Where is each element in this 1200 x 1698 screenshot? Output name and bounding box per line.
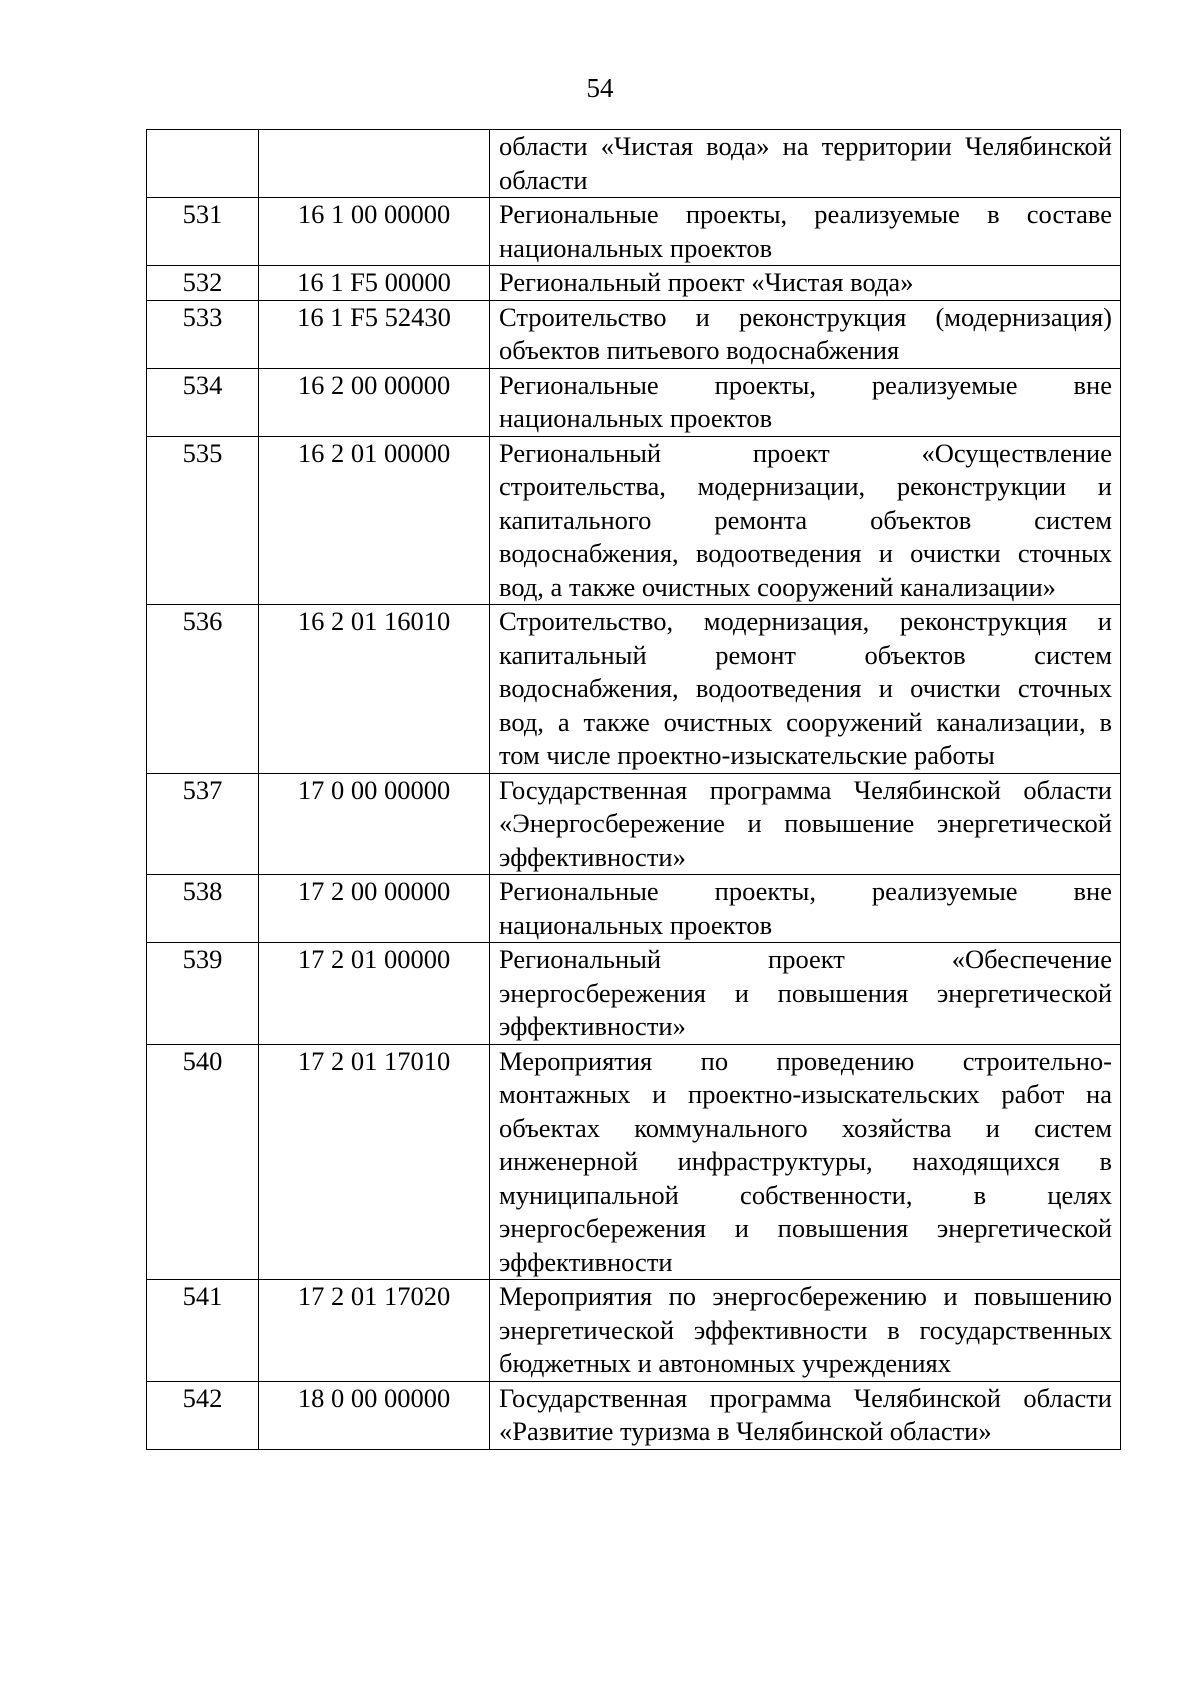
item-name: Государственная программа Челябинской области «Развитие туризма в Челябинской области» (490, 1381, 1121, 1449)
table-row (147, 1280, 1121, 1382)
item-name: Строительство, модернизация, реконструкция и капитальный ремонт объектов систем водоснабжения, водоотведения и очистки сточных вод, а также очистных сооружений канализации, в том числе проектно-изыскательские работы (490, 605, 1121, 774)
table-row (147, 605, 1121, 774)
row-number (147, 130, 259, 198)
item-name: Региональные проекты, реализуемые вне национальных проектов (490, 875, 1121, 943)
table-row (147, 368, 1121, 436)
item-name: Региональные проекты, реализуемые вне национальных проектов (490, 368, 1121, 436)
page-number: 54 (586, 73, 614, 103)
row-number: 533 (147, 300, 259, 368)
item-name: Региональный проект «Осуществление строительства, модернизации, реконструкции и капитального ремонта объектов систем водоснабжения, водоотведения и очистки сточных вод, а также очистных сооружений канализации» (490, 436, 1121, 605)
row-number: 539 (147, 943, 259, 1045)
target-code: 17 2 00 00000 (259, 875, 490, 943)
item-name: Региональный проект «Обеспечение энергосбережения и повышения энергетической эффективности» (490, 943, 1121, 1045)
row-number: 537 (147, 773, 259, 875)
table-row (147, 436, 1121, 605)
target-code: 16 2 00 00000 (259, 368, 490, 436)
table-row (147, 266, 1121, 301)
row-number: 540 (147, 1044, 259, 1280)
target-code: 18 0 00 00000 (259, 1381, 490, 1449)
target-code: 16 1 F5 00000 (259, 266, 490, 301)
item-name: Региональный проект «Чистая вода» (490, 266, 1121, 301)
row-number: 532 (147, 266, 259, 301)
table-row (147, 300, 1121, 368)
item-name: области «Чистая вода» на территории Челябинской области (490, 130, 1121, 198)
item-name: Мероприятия по проведению строительно-монтажных и проектно-изыскательских работ на объектах коммунального хозяйства и систем инженерной инфраструктуры, находящихся в муниципальной собственности, в целях энергосбережения и повышения энергетической эффективности (490, 1044, 1121, 1280)
row-number: 534 (147, 368, 259, 436)
table-row (147, 943, 1121, 1045)
table-row (147, 1381, 1121, 1449)
table-row (147, 130, 1121, 198)
target-code: 16 1 F5 52430 (259, 300, 490, 368)
target-code: 16 2 01 16010 (259, 605, 490, 774)
table-row (147, 875, 1121, 943)
row-number: 542 (147, 1381, 259, 1449)
target-code: 17 2 01 17010 (259, 1044, 490, 1280)
row-number: 541 (147, 1280, 259, 1382)
table-row (147, 198, 1121, 266)
target-code (259, 130, 490, 198)
target-code: 16 1 00 00000 (259, 198, 490, 266)
row-number: 536 (147, 605, 259, 774)
target-code: 17 2 01 00000 (259, 943, 490, 1045)
table-row (147, 773, 1121, 875)
item-name: Мероприятия по энергосбережению и повышению энергетической эффективности в государственных бюджетных и автономных учреждениях (490, 1280, 1121, 1382)
target-code: 17 0 00 00000 (259, 773, 490, 875)
target-code: 17 2 01 17020 (259, 1280, 490, 1382)
row-number: 531 (147, 198, 259, 266)
item-name: Региональные проекты, реализуемые в составе национальных проектов (490, 198, 1121, 266)
table-body (147, 130, 1121, 1450)
table-row (147, 1044, 1121, 1280)
budget-classification-table (146, 129, 1121, 1450)
item-name: Государственная программа Челябинской области «Энергосбережение и повышение энергетической эффективности» (490, 773, 1121, 875)
target-code: 16 2 01 00000 (259, 436, 490, 605)
row-number: 535 (147, 436, 259, 605)
item-name: Строительство и реконструкция (модернизация) объектов питьевого водоснабжения (490, 300, 1121, 368)
row-number: 538 (147, 875, 259, 943)
